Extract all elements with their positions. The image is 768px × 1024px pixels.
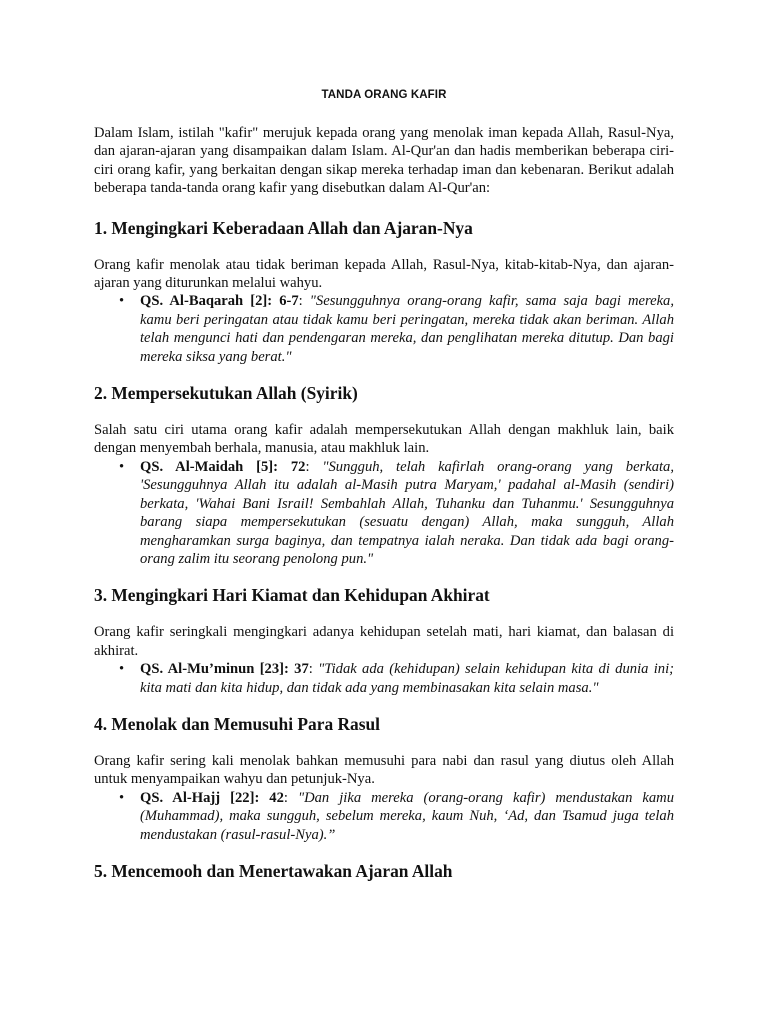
- section-1-heading: 1. Mengingkari Keberadaan Allah dan Ajaran-Nya: [94, 217, 473, 238]
- section-4-heading: 4. Menolak dan Memusuhi Para Rasul: [94, 713, 381, 734]
- ref-separator: :: [305, 458, 323, 475]
- section-3-reference-item: [119, 660, 675, 697]
- section-5-heading: 5. Mencemooh dan Menertawakan Ajaran Allah: [94, 860, 453, 881]
- section-3-ref-name: QS. Al-Mu’minun [23]: 37: [140, 661, 309, 678]
- bullet-icon: •: [119, 789, 125, 806]
- section-3-heading: 3. Mengingkari Hari Kiamat dan Kehidupan Akhirat: [94, 585, 490, 606]
- section-4-ref-name: QS. Al-Hajj [22]: 42: [140, 789, 284, 806]
- section-4-references: [94, 789, 674, 844]
- bullet-icon: •: [119, 293, 125, 310]
- section-2-heading: 2. Mempersekutukan Allah (Syirik): [94, 383, 358, 404]
- section-1-references: [94, 292, 674, 366]
- section-2-description: Salah satu ciri utama orang kafir adalah mempersekutukan Allah dengan makhluk lain, baik dengan menyembah berhala, manusia, atau makhluk lain.: [94, 422, 674, 457]
- ref-separator: :: [298, 293, 310, 310]
- section-2-references: [94, 458, 674, 568]
- section-4-description: Orang kafir sering kali menolak bahkan memusuhi para nabi dan rasul yang diutus oleh Allah untuk menyampaikan wahyu dan petunjuk-Nya.: [94, 752, 674, 788]
- section-2-ref-name: QS. Al-Maidah [5]: 72: [140, 458, 306, 475]
- bullet-icon: •: [119, 661, 125, 678]
- section-2-quote: "Sungguh, telah kafirlah orang-orang yang berkata, 'Sesungguhnya Allah itu adalah al-Masih putra Maryam,' padahal al-Masih (sendiri) berkata, 'Wahai Bani Israil! Sembahlah Allah, Tuhanku dan Tuhanmu.' Sesungguhnya barang siapa mempersekutukan (sesuatu dengan) Allah, maka sungguh, Allah mengharamkan surga baginya, dan tempatnya ialah neraka. Dan tidak ada bagi orang-orang zalim itu seorang penolong pun.": [140, 458, 675, 567]
- section-1-reference-item: [119, 292, 675, 366]
- section-3-references: [94, 660, 674, 697]
- intro-paragraph: Dalam Islam, istilah "kafir" merujuk kepada orang yang menolak iman kepada Allah, Rasul-Nya, dan ajaran-ajaran yang disampaikan dalam Islam. Al-Qur'an dan hadis memberikan beberapa ciri-ciri orang kafir, yang berkaitan dengan sikap mereka terhadap iman dan kebenaran. Berikut adalah beberapa tanda-tanda orang kafir yang disebutkan dalam Al-Qur'an:: [94, 125, 674, 197]
- section-2-reference-item: [119, 458, 675, 568]
- section-4-quote: "Dan jika mereka (orang-orang kafir) mendustakan kamu (Muhammad), maka sungguh, sebelum mereka, kaum Nuh, ‘Ad, dan Tsamud juga telah mendustakan (rasul-rasul-Nya).”: [140, 789, 675, 843]
- ref-separator: :: [283, 789, 298, 806]
- section-3-description: Orang kafir seringkali mengingkari adanya kehidupan setelah mati, hari kiamat, dan balasan di akhirat.: [94, 624, 674, 659]
- section-1-description: Orang kafir menolak atau tidak beriman kepada Allah, Rasul-Nya, kitab-kitab-Nya, dan ajaran-ajaran yang diturunkan melalui wahyu.: [94, 256, 674, 292]
- document-title: TANDA ORANG KAFIR: [321, 89, 447, 101]
- bullet-icon: •: [119, 458, 125, 475]
- section-4-reference-item: [119, 789, 675, 844]
- section-3-quote: "Tidak ada (kehidupan) selain kehidupan kita di dunia ini; kita mati dan kita hidup, dan tidak ada yang membinasakan kita selain masa.": [140, 661, 675, 696]
- section-1-quote: "Sesungguhnya orang-orang kafir, sama saja bagi mereka, kamu beri peringatan atau tidak kamu beri peringatan, mereka tidak akan beriman. Allah telah mengunci hati dan pendengaran mereka, dan penglihatan mereka ditutup. Dan bagi mereka siksa yang berat.": [140, 293, 675, 365]
- section-1-ref-name: QS. Al-Baqarah [2]: 6-7: [140, 293, 299, 310]
- ref-separator: :: [308, 661, 319, 678]
